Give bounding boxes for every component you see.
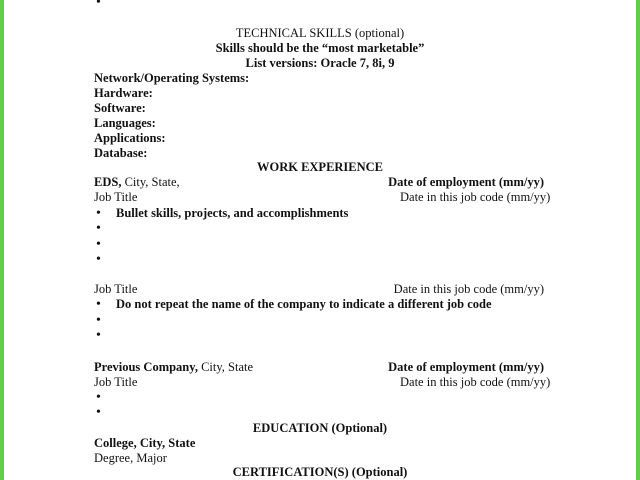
job3-location: City, State [197, 360, 254, 374]
bullet-marker: • [96, 390, 101, 405]
job3-date-code: Date in this job code (mm/yy) [400, 375, 551, 389]
job1-date-of-employment: Date of employment (mm/yy) [388, 175, 544, 189]
job1-company: EDS, [94, 175, 122, 189]
skill-field-network: Network/Operating Systems: [94, 71, 250, 85]
work-experience-heading: WORK EXPERIENCE [256, 160, 384, 174]
job2-title: Job Title [94, 282, 138, 296]
bullet-marker: • [96, 237, 101, 252]
bullet-marker: • [96, 206, 101, 221]
skill-field-applications: Applications: [94, 131, 166, 145]
education-school: College, City, State [94, 436, 196, 450]
bullet-marker: • [96, 313, 101, 328]
technical-skills-heading: TECHNICAL SKILLS (optional) [235, 26, 405, 40]
skill-field-database: Database: [94, 146, 148, 160]
job2-date-code: Date in this job code (mm/yy) [393, 282, 544, 296]
bullet-marker: • [96, 252, 101, 267]
bullet-marker: • [96, 221, 101, 236]
technical-skills-versions: List versions: Oracle 7, 8i, 9 [245, 56, 395, 70]
job3-company: Previous Company, [94, 360, 198, 374]
job3-title: Job Title [94, 375, 138, 389]
job3-date-of-employment: Date of employment (mm/yy) [388, 360, 544, 374]
bullet-marker: • [96, 328, 101, 343]
job3-company-line [94, 360, 253, 375]
job1-date-code: Date in this job code (mm/yy) [400, 190, 551, 204]
technical-skills-note: Skills should be the “most marketable” [215, 41, 425, 55]
job1-company-line [94, 175, 180, 190]
job1-title: Job Title [94, 190, 138, 204]
bullet-marker: • [96, 297, 101, 312]
certification-heading: CERTIFICATION(S) (Optional) [232, 465, 408, 479]
bullet-marker: • [96, 405, 101, 420]
job2-bullet-text: Do not repeat the name of the company to indicate a different job code [116, 297, 492, 311]
job1-bullet-text: Bullet skills, projects, and accomplishments [116, 206, 349, 220]
education-degree: Degree, Major [94, 451, 167, 465]
skill-field-languages: Languages: [94, 116, 156, 130]
skill-field-hardware: Hardware: [94, 86, 153, 100]
job1-location: City, State, [121, 175, 180, 189]
skill-field-software: Software: [94, 101, 146, 115]
bullet-marker: • [96, 0, 101, 10]
education-heading: EDUCATION (Optional) [252, 421, 388, 435]
